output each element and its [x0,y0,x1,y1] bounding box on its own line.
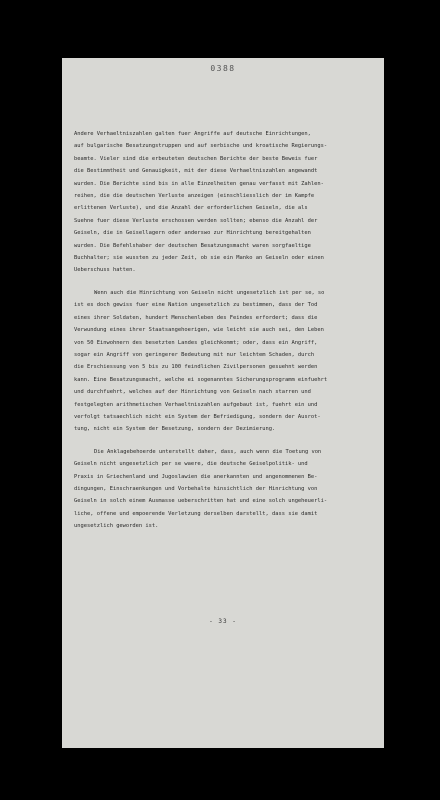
body-text [74,128,376,533]
text-line: tung, nicht ein System der Besetzung, sondern der Dezimierung. [74,426,276,433]
text-line: auf bulgarische Besatzungstruppen und auf serbische und kroatische Regierungs- [74,143,328,150]
text-line: Buchhalter; sie wussten zu jeder Zeit, ob sie ein Manko an Geiseln oder einen [74,255,324,262]
page-number: - 33 - [209,618,237,625]
paragraph-1 [74,128,376,277]
text-line: festgelegten arithmetischen Verhaeltniszahlen aufgebaut ist, fuehrt ein und [74,401,318,408]
text-line: Ueberschuss hatten. [74,267,136,274]
text-line: Geiseln, die in Geisellagern oder anderswo zur Hinrichtung bereitgehalten [74,230,311,237]
paragraph-2 [74,287,376,436]
text-line: Verwundung eines ihrer Staatsangehoerigen, wie leicht sie auch sei, den Leben [74,327,324,334]
text-line: Praxis in Griechenland und Jugoslawien die anerkannten und angenommenen Be- [74,473,318,480]
text-line: Andere Verhaeltniszahlen galten fuer Angriffe auf deutsche Einrichtungen, [74,131,311,137]
text-line: beamte. Vieler sind die erbeuteten deutschen Berichte der beste Beweis fuer [74,155,318,162]
text-line: dingungen, Einschraenkungen und Vorbehalte hinsichtlich der Hinrichtung von [74,485,318,492]
document-page [62,58,384,748]
paragraph-3 [74,446,376,533]
text-line: liche, offene und empoerende Verletzung derselben darstellt, dass sie damit [74,510,318,517]
text-line: wurden. Die Befehlshaber der deutschen Besatzungsmacht waren sorgfaeltige [74,242,311,249]
text-line: sogar ein Angriff von geringerer Bedeutung mit nur leichtem Schaden, durch [74,351,315,358]
text-line: verfolgt tatsaechlich nicht ein System der Befriedigung, sondern der Ausrot- [74,413,321,420]
text-line: wurden. Die Berichte sind bis in alle Einzelheiten genau verfasst mit Zahlen- [74,180,324,187]
text-line: reihen, die die deutschen Verluste anzeigen (einschliesslich der im Kampfe [74,193,315,200]
text-line: Geiseln nicht ungesetzlich per se waere, die deutsche Geiselpolitik- und [74,461,308,468]
text-line: ungesetzlich geworden ist. [74,523,159,530]
text-line: Geiseln in solch einem Ausmasse ueberschritten hat und eine solch ungeheuerli- [74,498,328,505]
text-line: ist es doch gewiss fuer eine Nation ungesetzlich zu bestimmen, dass der Tod [74,302,318,309]
text-line: die Bestimmtheit und Genauigkeit, mit der diese Verhaeltniszahlen angewandt [74,168,318,175]
text-line: eines ihrer Soldaten, hundert Menschenleben des Feindes erfordert; dass die [74,314,318,321]
text-line: Suehne fuer diese Verluste erschossen werden sollten; ebenso die Anzahl der [74,217,318,224]
stamp-number: 0388 [210,64,236,73]
text-line: Wenn auch die Hinrichtung von Geiseln nicht ungesetzlich ist per se, so [94,289,325,296]
text-line: Die Anklagebehoerde unterstellt daher, dass, auch wenn die Toetung von [94,448,322,455]
text-line: kann. Eine Besatzungsmacht, welche ei sogenanntes Sicherungsprogramm einfuehrt [74,376,328,383]
text-line: von 50 Einwohnern des besetzten Landes gleichkommt; oder, dass ein Angriff, [74,339,318,346]
text-line: erlittenen Verluste), und die Anzahl der erforderlichen Geiseln, die als [74,205,308,212]
text-line: die Erschiessung von 5 bis zu 100 feindlichen Zivilpersonen gesuehnt werden [74,364,318,371]
text-line: und durchfuehrt, welches auf der Hinrichtung von Geiseln nach starren und [74,389,311,396]
